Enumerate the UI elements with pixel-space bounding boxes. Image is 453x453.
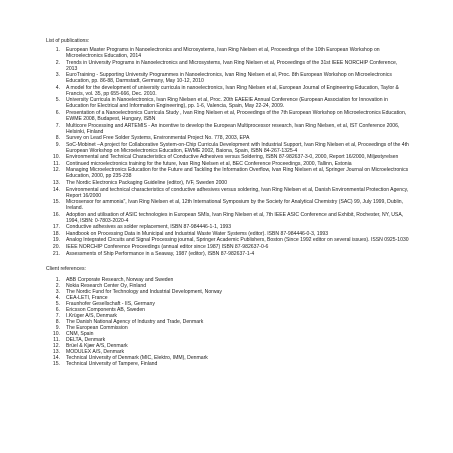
publication-item <box>46 123 409 135</box>
list-item-number: 7. <box>55 122 60 129</box>
list-item-number: 11. <box>53 337 60 344</box>
list-item-number: 20. <box>52 244 60 250</box>
list-item-text: Assessments of Ship Performance in a Seaway, 1987 (editor), ISBN 87-982637-1-4 <box>66 250 255 257</box>
list-item-text: Microsensor for ammonia", Ivan Ring Nielsen et al, 12th International Symposium by the Society for Analytical Chemistry (SAC) 99, July 1999, Dublin, Ireland. <box>66 199 404 212</box>
list-item-text: IEEE NORCHIP Conference Proceedings (annual editor since 1987) ISBN 87-982637-0-6 <box>66 244 269 250</box>
list-item-text: Handbook on Processing Data in Municipal and Industrial Waste Water Systems (editor). ISBN 87-984446-0-3, 1993 <box>66 230 329 237</box>
list-item-number: 3. <box>55 288 60 295</box>
list-item-text: Technical University of Tampere, Finland <box>66 361 158 368</box>
publication-item <box>46 72 409 84</box>
list-item-number: 16. <box>52 211 60 218</box>
list-item-number: 2. <box>55 59 60 66</box>
publications-heading: List of publications: <box>46 38 90 44</box>
list-item-text: MODULEX A/S, Denmark <box>66 349 125 356</box>
list-item-number: 17. <box>52 224 60 231</box>
publication-item <box>46 142 409 154</box>
publication-item <box>46 251 409 257</box>
list-item-text: Adoption and utilisation of ASIC technologies in European SMIs, Ivan Ring Nielsen et al, 7th IEEE ASIC Conference and Exhibit, Rochester, NY, USA, 1994, ISBN: 0-7803-2020-4 <box>66 211 404 224</box>
list-item-text: The European Commission <box>66 325 128 332</box>
list-item-text: I.Krüger A/S, Denmark <box>66 312 117 319</box>
client-references-heading: Client references: <box>46 265 86 272</box>
list-item-number: 15. <box>52 361 60 368</box>
list-item-text: Presentation of a Nanoelectronics Curricula Study , Ivan Ring Nielsen et al, Proceedings of the 7th European Workshop on Microelectronics Education, EWME 2008, Budapest, Hungary, ISBN <box>66 110 407 123</box>
client-reference-item <box>46 361 409 367</box>
publication-item <box>46 47 409 59</box>
list-item-number: 10. <box>52 331 60 338</box>
list-item-number: 4. <box>55 294 60 301</box>
list-item-number: 18. <box>52 230 60 237</box>
list-item-text: Continued microelectronics training for the future, Ivan Ring Nielsen et al, BEC Conference Proceedings, 2000, Tallinn, Estonia <box>66 160 352 167</box>
list-item-number: 6. <box>55 306 60 313</box>
list-item-text: SoC-Mobinet –A project for Collaborative System-on-Chip Curricula Development with Industrial Support, Ivan Ring Nielsen et al, Proceedings of the 4th European Workshop on Microelectronics Education, EWME 2002, Baiona, Spain, ISBN 84-267-1325-4 <box>66 141 409 154</box>
list-item-number: 6. <box>55 110 60 117</box>
publication-item <box>46 85 409 97</box>
list-item-text: Environmental and Technical Characteristics of Conductive Adhesives versus Soldering, ISBN 87-982637-3-0, 2000, Report 16/2000, Miljøstyrelsen <box>66 154 399 161</box>
list-item-number: 5. <box>55 300 60 307</box>
list-item-text: A model for the development of university curricula in nanoelectronics, Ivan Ring Nielsen et al, European Journal of Engineering Education, Taylor & Francis, vol. 35, pp 655-666, Dec. 2010. <box>66 84 399 97</box>
list-item-text: Ericsson Components AB, Sweden <box>66 306 145 313</box>
list-item-number: 19. <box>52 237 60 244</box>
list-item-number: 11. <box>53 160 60 167</box>
publication-item <box>46 97 409 109</box>
list-item-text: Environmental and technical characteristics of conductive adhesives versus soldering, Ivan Ring Nielsen et al, Danish Environmental Protection Agency, Report 16/2000 <box>66 186 409 199</box>
list-item-text: ABB Corporate Research, Norway and Sweden <box>66 276 174 283</box>
publication-item <box>46 161 409 167</box>
list-item-text: CEA-LETI, France <box>66 294 108 301</box>
list-item-text: Trends in University Programs in Nanoelectronics and Microsystems, Ivan Ring Nielsen et al, Proceedings of the 31st IEEE NORCHIP Conference, 2013 <box>66 59 398 72</box>
list-item-text: European Master Programs in Nanoelectronics and Microsystems, Ivan Ring Nielsen et al, Proceedings of the 10th European Workshop on Microelectronics Education, 2014 <box>66 47 380 60</box>
list-item-number: 8. <box>55 135 60 142</box>
list-item-number: 12. <box>52 167 60 174</box>
list-item-text: Brüel & Kjær A/S, Denmark <box>66 343 128 350</box>
publication-item <box>46 135 409 141</box>
publication-item <box>46 180 409 186</box>
list-item-number: 9. <box>55 325 60 332</box>
publication-item <box>46 237 409 243</box>
list-item-text: The Danish National Agency of Industry and Trade, Denmark <box>66 318 204 325</box>
list-item-text: EuroTraining - Supporting University Programmes in Nanoelectronics, Ivan Ring Nielsen et al, Proc. 8th European Workshop on Microelectronics Education, pp. 86-88, Darmstadt, Germany, May 10-12, 2010 <box>66 72 392 85</box>
list-item-number: 13. <box>52 180 60 187</box>
list-item-number: 4. <box>55 84 60 91</box>
list-item-number: 15. <box>52 199 60 206</box>
list-item-text: DELTA, Denmark <box>66 337 106 344</box>
list-item-number: 13. <box>52 349 60 356</box>
publication-item <box>46 167 409 179</box>
list-item-text: Analog Integrated Circuits and Signal Processing journal, Springer Academic Publishers, Boston (Since 1992 editor on several issues). ISSN 0925-1030 <box>66 237 409 244</box>
list-item-text: Survey on Lead Free Solder Systems, Environmental Project No. 778, 2003, EPA <box>66 135 250 142</box>
publication-item <box>46 110 409 122</box>
list-item-number: 1. <box>55 276 60 283</box>
publication-item <box>46 224 409 230</box>
list-item-number: 8. <box>55 318 60 325</box>
list-item-number: 2. <box>55 282 60 289</box>
publication-item <box>46 212 409 224</box>
list-item-number: 3. <box>55 72 60 79</box>
list-item-text: Conductive adhesives as solder replacement, ISBN 87-984446-1-1, 1993 <box>66 224 232 231</box>
list-item-number: 12. <box>52 343 60 350</box>
list-item-number: 5. <box>55 97 60 104</box>
list-item-text: CNM, Spain <box>66 331 94 338</box>
publication-item <box>46 231 409 237</box>
list-item-number: 21. <box>52 250 60 257</box>
list-item-number: 14. <box>52 186 60 193</box>
publication-item <box>46 199 409 211</box>
list-item-text: Technical University of Denmark (MIC, Elektro, IMM), Denmark <box>66 355 208 362</box>
publication-item <box>46 60 409 72</box>
list-item-text: Fraunhofer Gesellschaft - IIS, Germany <box>66 300 155 307</box>
client-references-list <box>46 277 409 368</box>
list-item-text: The Nordic Fund for Technology and Industrial Development, Norway <box>66 288 222 295</box>
list-item-text: Multicore Processing and ARTEMIS - An incentive to develop the European Multiprocessor research, Ivan Ring Nielsen, et al, IST Conference 2006, Helsinki, Finland <box>66 122 400 135</box>
list-item-text: Managing Microelectronics Education for the Future and Tackling the Information Overflow, Ivan Ring Nielsen et al, Springer Journal on Microelectronics Education, 2000, pp 235-238 <box>66 167 409 180</box>
list-item-text: University Curricula in Nanoelectronics, Ivan Ring Nielsen et al, Proc. 20th EAEEIE Annual Conference (European Association for Innovation in Education for Electrical and Information Engineering), pp. 1-6, Valencia, Spain, May 22-24, 2009. <box>66 97 388 110</box>
list-item-number: 1. <box>55 47 60 54</box>
list-item-text: Nokia Research Center Oy, Finland <box>66 282 147 289</box>
publications-list <box>46 47 409 257</box>
list-item-number: 14. <box>52 355 60 362</box>
list-item-number: 9. <box>55 141 60 148</box>
publication-item <box>46 154 409 160</box>
publication-item <box>46 187 409 199</box>
list-item-number: 10. <box>52 154 60 161</box>
list-item-text: The Nordic Electronics Packaging Guideline (editor), IVF, Sweden 2000 <box>66 180 228 187</box>
list-item-number: 7. <box>55 312 60 319</box>
publication-item <box>46 244 409 250</box>
